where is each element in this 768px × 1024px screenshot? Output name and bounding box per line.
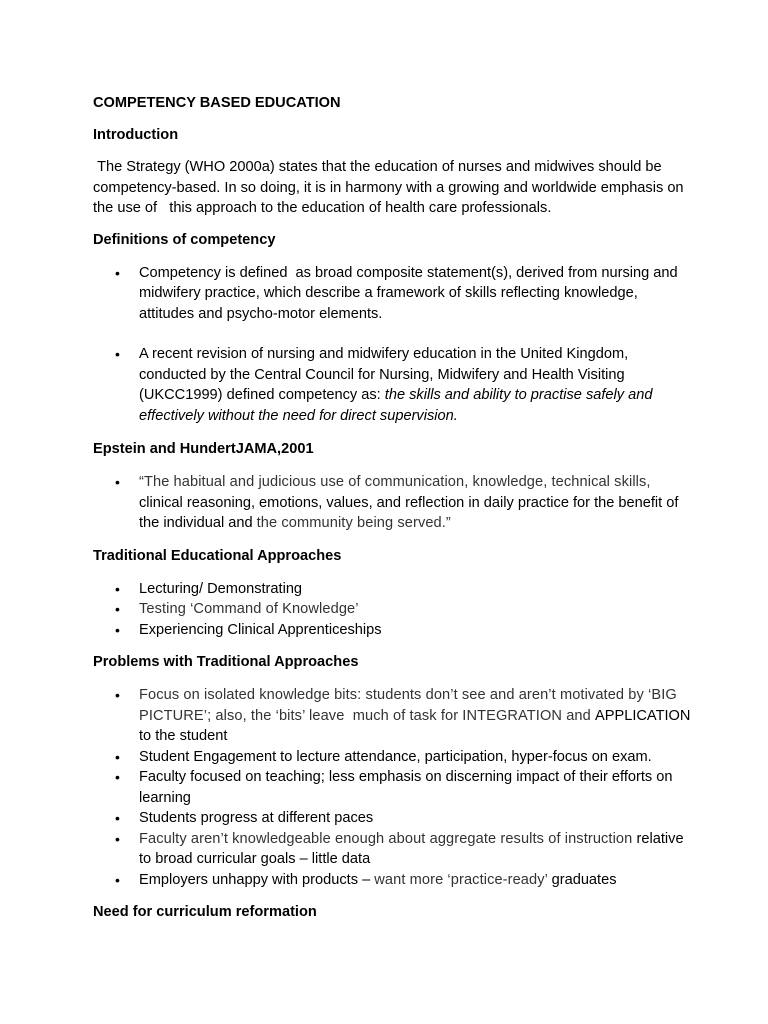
- document-title: COMPETENCY BASED EDUCATION: [93, 95, 341, 111]
- bullet-icon: •: [115, 264, 120, 281]
- bullet-icon: •: [115, 580, 120, 597]
- list-item: [93, 870, 693, 891]
- bullet-icon: •: [115, 601, 120, 617]
- epstein-heading: Epstein and HundertJAMA,2001: [93, 441, 314, 457]
- list-item: [93, 767, 693, 808]
- traditional-heading: Traditional Educational Approaches: [93, 547, 342, 564]
- definitions-heading: Definitions of competency: [93, 231, 276, 248]
- list-item: [93, 808, 693, 829]
- list-item: [93, 344, 693, 426]
- list-item: [93, 829, 693, 870]
- list-item: [93, 685, 693, 747]
- problems-list: [93, 685, 693, 890]
- definition-text: Competency is defined as broad composite statement(s), derived from nursing and midwifery practice, which describe a framework of skills reflecting knowledge, attitudes and psycho-motor elements.: [139, 264, 682, 322]
- bullet-icon: •: [115, 621, 120, 638]
- quote-text-part: “The habitual and judicious use of communication, knowledge, technical skills,: [139, 474, 651, 490]
- list-item: [93, 579, 693, 600]
- problem-text-part: APPLICATION to the student: [139, 707, 691, 744]
- list-item: [93, 747, 693, 768]
- bullet-icon: •: [115, 346, 120, 362]
- list-item: [93, 263, 693, 325]
- bullet-icon: •: [115, 474, 120, 490]
- definition-emphasis: the skills and ability to practise safely and effectively without the need for direct supervision.: [139, 387, 653, 424]
- traditional-list: [93, 579, 693, 641]
- problem-text-part: Faculty aren’t knowledgeable enough about aggregate results of instruction: [139, 830, 637, 847]
- list-item: [93, 599, 693, 620]
- traditional-item: Experiencing Clinical Apprenticeships: [139, 621, 382, 638]
- need-heading: Need for curriculum reformation: [93, 904, 317, 920]
- problem-text-part: Focus on isolated knowledge bits: students don’t see and aren’t motivated by ‘BIG PICTURE’; also, the ‘bits’ leave much of task for INTEGRATION and: [139, 687, 681, 724]
- traditional-item: Lecturing/ Demonstrating: [139, 580, 303, 597]
- epstein-list: [93, 472, 693, 534]
- introduction-heading: Introduction: [93, 127, 179, 143]
- problems-heading: Problems with Traditional Approaches: [93, 654, 359, 670]
- bullet-icon: •: [115, 769, 120, 785]
- bullet-icon: •: [115, 871, 120, 888]
- problem-text: Students progress at different paces: [139, 810, 374, 826]
- definition-text: A recent revision of nursing and midwifery education in the United Kingdom, conducted by the Central Council for Nursing, Midwifery and Health Visiting (UKCC1999) defined competency as:: [139, 346, 629, 403]
- problem-text: Student Engagement to lecture attendance, participation, hyper-focus on exam.: [139, 748, 652, 765]
- problem-text: Faculty focused on teaching; less emphasis on discerning impact of their efforts on learning: [139, 769, 673, 806]
- list-item: [93, 620, 693, 641]
- definitions-list: [93, 263, 693, 427]
- quote-text-part: the community being served.”: [256, 515, 451, 531]
- bullet-icon: •: [115, 830, 120, 847]
- introduction-paragraph: The Strategy (WHO 2000a) states that the education of nurses and midwives should be competency-based. In so doing, it is in harmony with a growing and worldwide emphasis on the use of this approach to the education of health care professionals.: [93, 159, 688, 216]
- quote-text-part: clinical reasoning, emotions, values, and reflection in daily practice for the benefit of the individual and: [139, 494, 679, 531]
- document-page: [93, 93, 693, 922]
- problem-text-part: graduates: [551, 871, 617, 888]
- traditional-item: Testing ‘Command of Knowledge’: [139, 601, 359, 617]
- bullet-icon: •: [115, 687, 120, 703]
- problem-text-part: want more ‘practice-ready’: [374, 871, 552, 888]
- problem-text-part: Employers unhappy with products –: [139, 871, 375, 888]
- problem-text-part: relative to broad curricular goals – little data: [139, 830, 684, 867]
- bullet-icon: •: [115, 748, 120, 765]
- list-item: [93, 472, 693, 534]
- bullet-icon: •: [115, 810, 120, 826]
